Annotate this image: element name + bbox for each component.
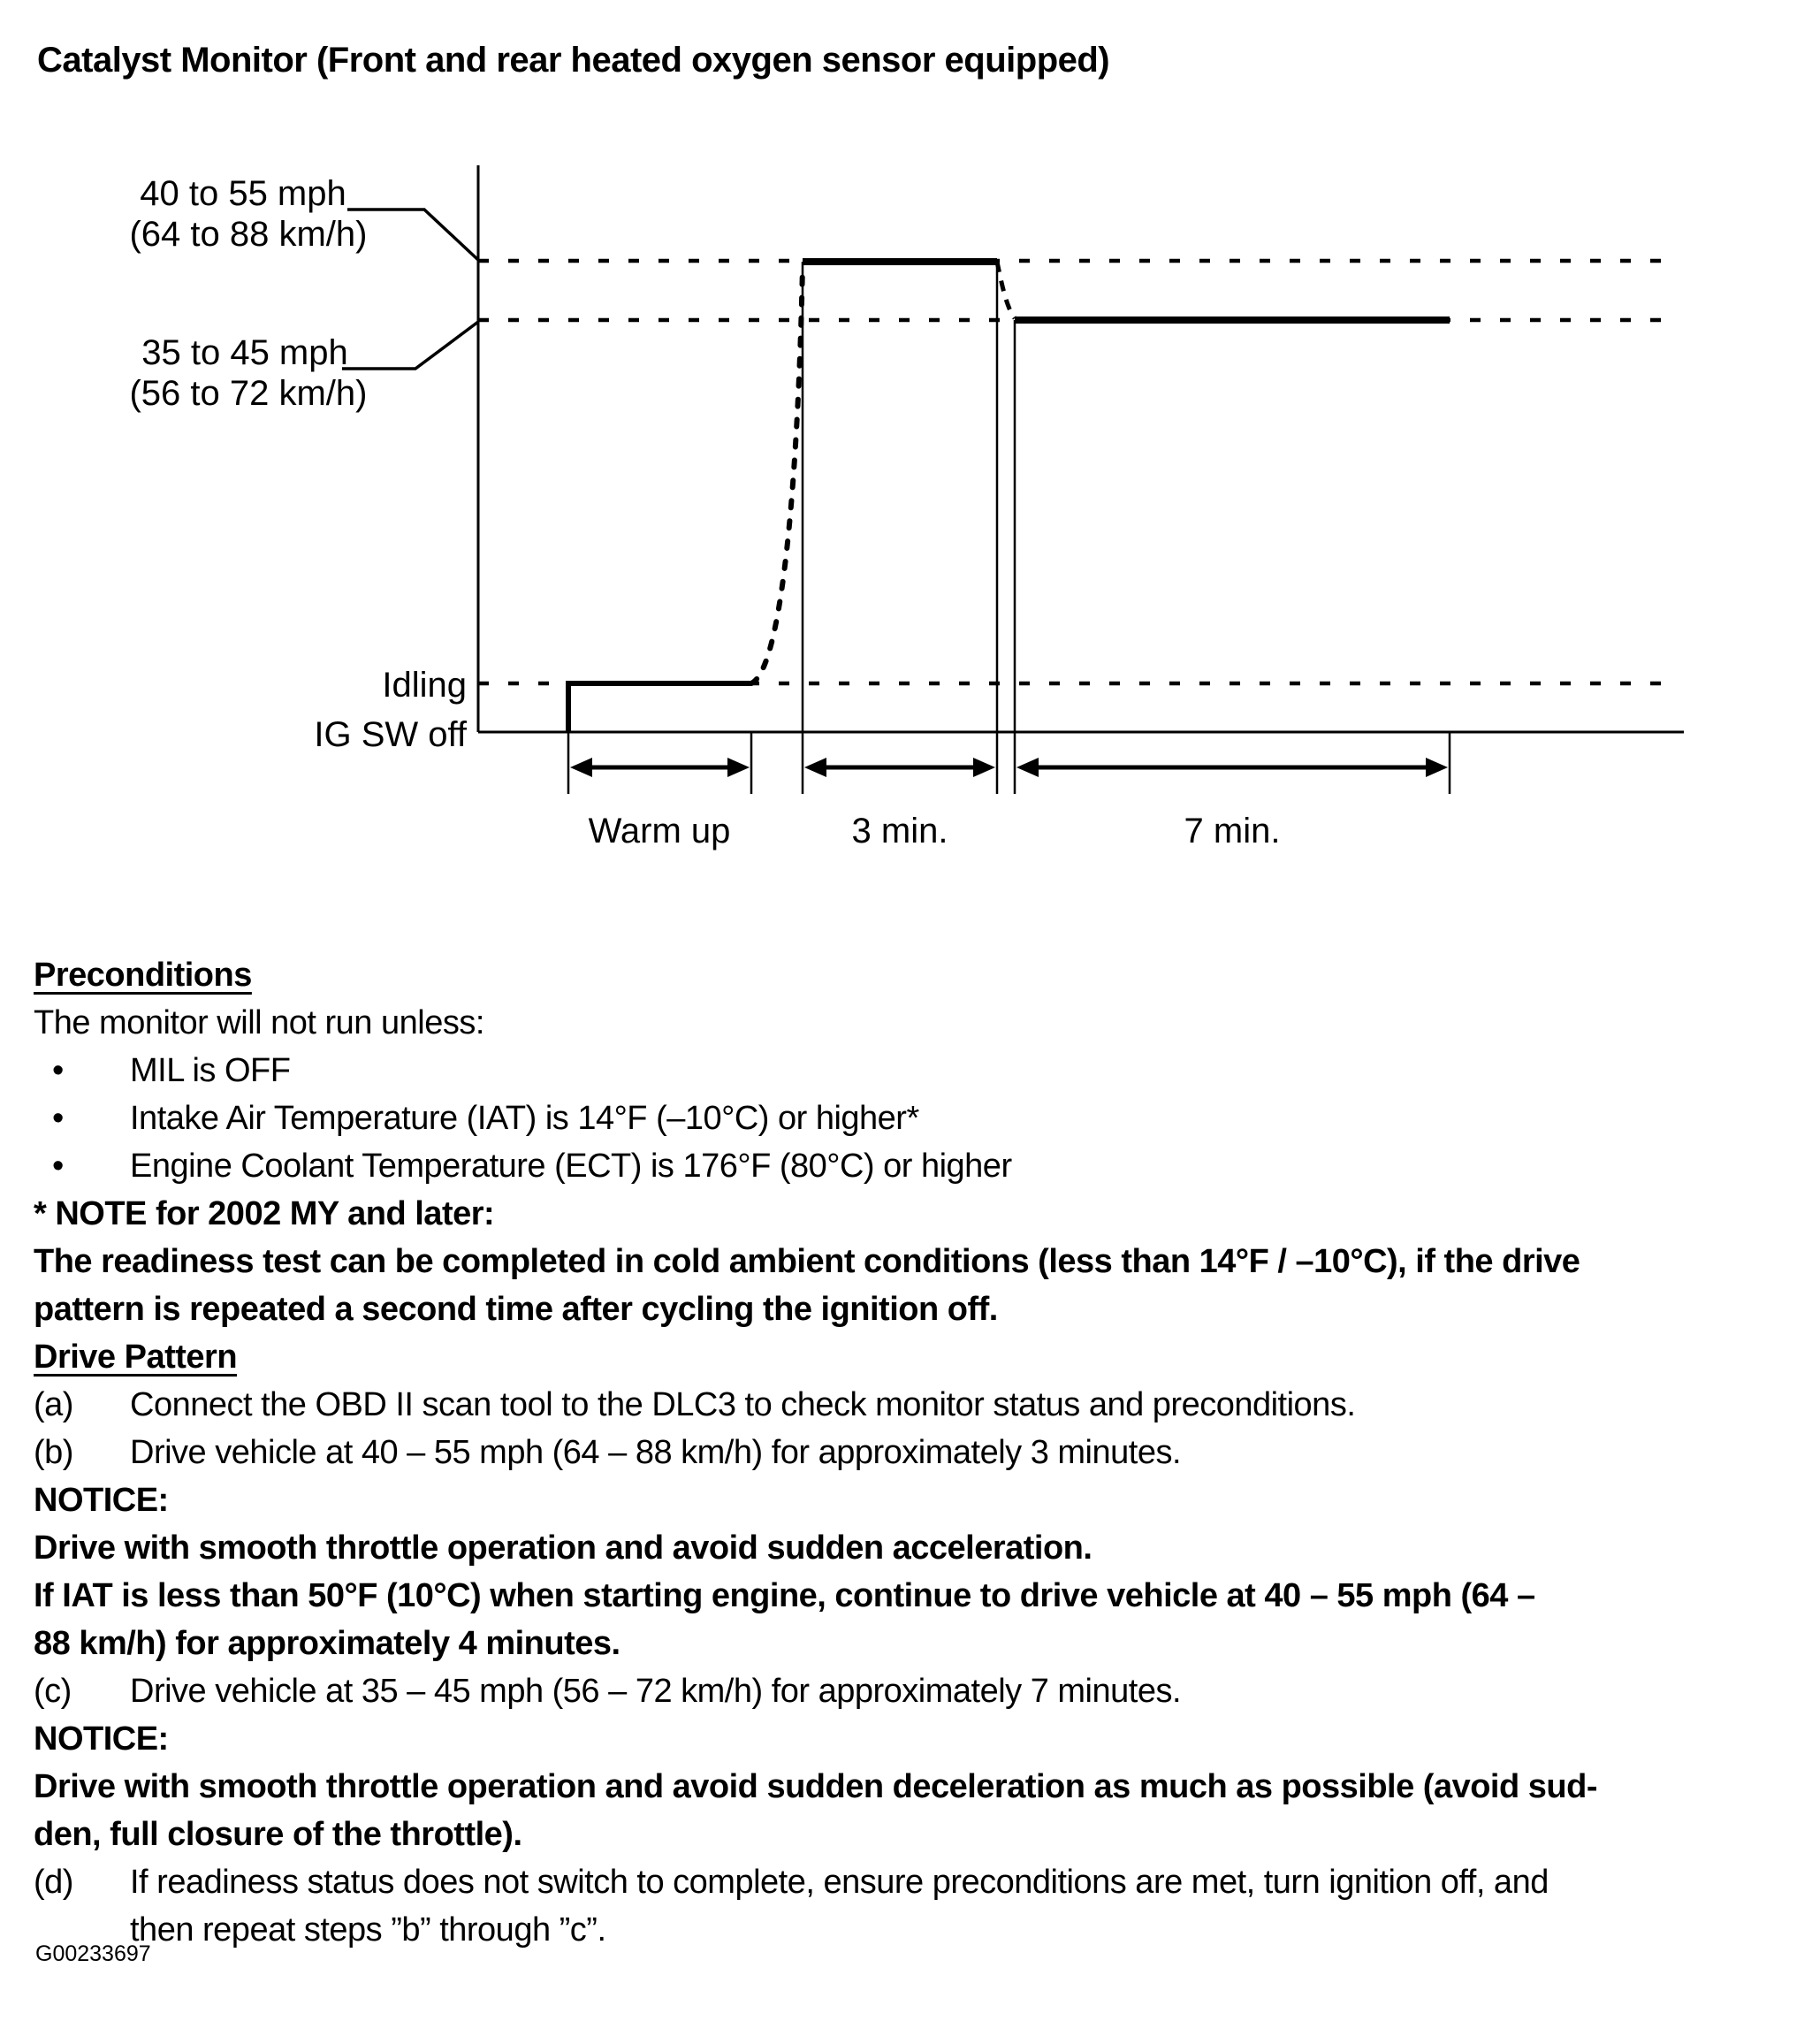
text-line xyxy=(34,1381,1793,1429)
text-line xyxy=(34,1620,1793,1667)
text-line xyxy=(34,1190,1793,1238)
drive-pattern-diagram xyxy=(0,0,1812,893)
line-text: NOTICE: xyxy=(34,1482,169,1519)
text-line xyxy=(34,999,1793,1047)
label-interval-3min: 3 min. xyxy=(851,812,948,850)
line-text: Drive vehicle at 35 – 45 mph (56 – 72 km/h) for approximately 7 minutes. xyxy=(130,1673,1182,1710)
label-idling: Idling xyxy=(382,666,467,705)
line-text: Drive Pattern xyxy=(34,1339,238,1376)
line-text: Connect the OBD II scan tool to the DLC3 to check monitor status and preconditions. xyxy=(130,1386,1356,1423)
line-text: Drive vehicle at 40 – 55 mph (64 – 88 km/h) for approximately 3 minutes. xyxy=(130,1434,1182,1471)
label-speed-low-1: 35 to 45 mph xyxy=(141,333,348,372)
text-line xyxy=(34,1142,1793,1190)
line-text: If readiness status does not switch to complete, ensure preconditions are met, turn ignition off, and xyxy=(130,1864,1549,1901)
line-text: The monitor will not run unless: xyxy=(34,1004,484,1041)
label-speed-high-2: (64 to 88 km/h) xyxy=(129,215,368,254)
text-line xyxy=(34,1094,1793,1142)
leader-35-45 xyxy=(342,322,478,369)
text-line xyxy=(34,1715,1793,1763)
list-marker: (d) xyxy=(34,1864,73,1901)
seven-min-arrow xyxy=(1016,758,1448,777)
label-interval-warmup: Warm up xyxy=(588,812,731,850)
text-line xyxy=(34,1763,1793,1811)
text-line xyxy=(34,1429,1793,1476)
warmup-arrow xyxy=(570,758,750,777)
text-line xyxy=(34,1285,1793,1333)
line-text: Intake Air Temperature (IAT) is 14°F (–10°C) or higher* xyxy=(130,1100,919,1137)
line-text: MIL is OFF xyxy=(130,1052,291,1089)
list-marker: (b) xyxy=(34,1434,73,1471)
text-lines xyxy=(34,951,1793,1954)
label-interval-7min: 7 min. xyxy=(1184,812,1281,850)
bullet-marker: • xyxy=(52,1052,64,1089)
line-text: The readiness test can be completed in cold ambient conditions (less than 14°F / –10°C), if the drive xyxy=(34,1243,1580,1280)
text-line xyxy=(34,1572,1793,1620)
line-text: Drive with smooth throttle operation and avoid sudden acceleration. xyxy=(34,1529,1093,1567)
line-text: Preconditions xyxy=(34,957,252,994)
bullet-marker: • xyxy=(52,1148,64,1185)
text-line xyxy=(34,951,1793,999)
text-line xyxy=(34,1476,1793,1524)
three-min-arrow xyxy=(804,758,995,777)
text-line xyxy=(34,1333,1793,1381)
label-speed-high-1: 40 to 55 mph xyxy=(140,174,346,213)
bullet-marker: • xyxy=(52,1100,64,1137)
line-text: Engine Coolant Temperature (ECT) is 176°F (80°C) or higher xyxy=(130,1148,1012,1185)
page-title: Catalyst Monitor (Front and rear heated oxygen sensor equipped) xyxy=(37,41,1110,80)
text-line xyxy=(34,1524,1793,1572)
trace-ignition-step-and-idle xyxy=(568,683,751,732)
list-marker: (a) xyxy=(34,1386,73,1423)
line-text: If IAT is less than 50°F (10°C) when starting engine, continue to drive vehicle at 40 – 55 mph (64 – xyxy=(34,1577,1535,1614)
text-line xyxy=(34,1906,1793,1954)
line-text: * NOTE for 2002 MY and later: xyxy=(34,1195,495,1232)
line-text: 88 km/h) for approximately 4 minutes. xyxy=(34,1625,620,1662)
label-speed-low-2: (56 to 72 km/h) xyxy=(129,374,368,413)
line-text: NOTICE: xyxy=(34,1720,169,1758)
text-line xyxy=(34,1047,1793,1094)
text-line xyxy=(34,1667,1793,1715)
line-text: Drive with smooth throttle operation and avoid sudden deceleration as much as possible (avoid sud- xyxy=(34,1768,1597,1805)
line-text: then repeat steps ”b” through ”c”. xyxy=(130,1911,606,1949)
list-marker: (c) xyxy=(34,1673,72,1710)
trace-acceleration-dotted xyxy=(751,265,803,683)
text-line xyxy=(34,1858,1793,1906)
text-line xyxy=(34,1811,1793,1858)
line-text: den, full closure of the throttle). xyxy=(34,1816,522,1853)
line-text: pattern is repeated a second time after cycling the ignition off. xyxy=(34,1291,998,1328)
trace-deceleration-dashed xyxy=(997,262,1015,318)
label-ig-sw-off: IG SW off xyxy=(314,715,467,754)
text-line xyxy=(34,1238,1793,1285)
figure-code: G00233697 xyxy=(35,1941,151,1966)
